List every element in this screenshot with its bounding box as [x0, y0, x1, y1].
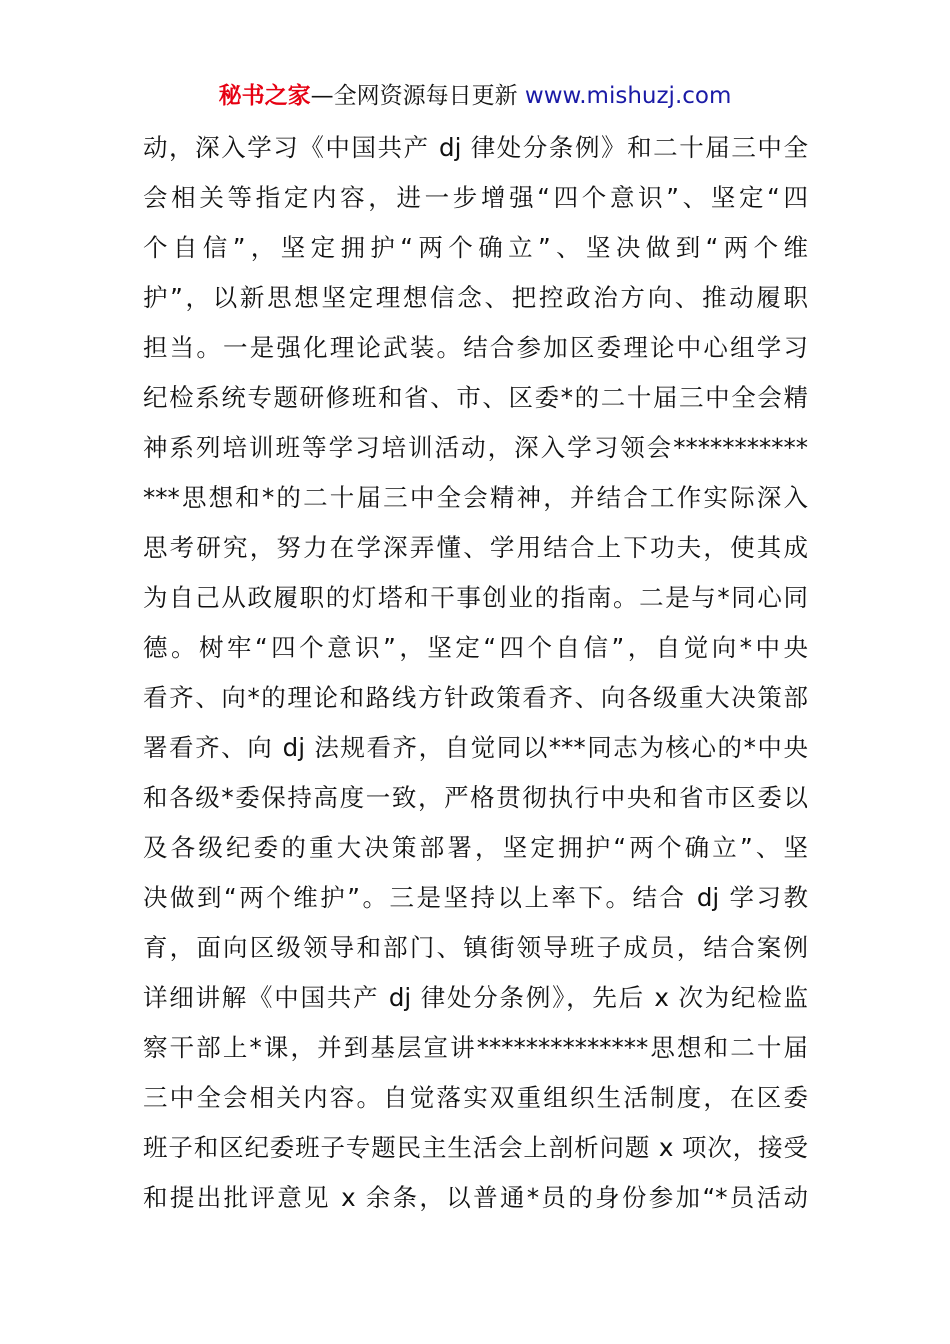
text-line: 和各级*委保持高度一致，严格贯彻执行中央和省市区委以: [143, 783, 808, 812]
text-line: 德。树牢“四个意识”，坚定“四个自信”，自觉向*中央: [143, 633, 808, 662]
text-line: 察干部上*课，并到基层宣讲**************思想和二十届: [143, 1033, 808, 1062]
text-line: 和提出批评意见 x 余条，以普通*员的身份参加“*员活动: [143, 1183, 808, 1212]
text-line: 看齐、向*的理论和路线方针政策看齐、向各级重大决策部: [143, 683, 808, 712]
text-line: 班子和区纪委班子专题民主生活会上剖析问题 x 项次，接受: [143, 1133, 808, 1162]
text-line: 神系列培训班等学习培训活动，深入学习领会***********: [143, 433, 808, 462]
site-brand: 秘书之家: [218, 83, 311, 109]
site-url-link[interactable]: www.mishuzj.com: [524, 83, 732, 109]
text-line: 决做到“两个维护”。三是坚持以上率下。结合 dj 学习教: [143, 883, 808, 912]
site-tagline: —全网资源每日更新: [310, 83, 525, 109]
text-line: 思考研究，努力在学深弄懂、学用结合上下功夫，使其成: [143, 533, 808, 562]
text-line: 详细讲解《中国共产 dj 律处分条例》，先后 x 次为纪检监: [143, 983, 808, 1012]
text-line: 及各级纪委的重大决策部署，坚定拥护“两个确立”、坚: [143, 833, 808, 862]
text-line: 三中全会相关内容。自觉落实双重组织生活制度，在区委: [143, 1083, 808, 1112]
text-line: 动，深入学习《中国共产 dj 律处分条例》和二十届三中全: [143, 133, 808, 162]
text-line: 护”，以新思想坚定理想信念、把控政治方向、推动履职: [143, 283, 808, 312]
text-line: ***思想和*的二十届三中全会精神，并结合工作实际深入: [143, 483, 808, 512]
text-line: 为自己从政履职的灯塔和干事创业的指南。二是与*同心同: [143, 583, 808, 612]
text-line: 署看齐、向 dj 法规看齐，自觉同以***同志为核心的*中央: [143, 733, 808, 762]
site-header: [0, 80, 950, 112]
text-line: 会相关等指定内容，进一步增强“四个意识”、坚定“四: [143, 183, 808, 212]
document-body: [143, 123, 808, 1223]
text-line: 个自信”，坚定拥护“两个确立”、坚决做到“两个维: [143, 233, 808, 262]
text-line: 育，面向区级领导和部门、镇街领导班子成员，结合案例: [143, 933, 808, 962]
text-line: 担当。一是强化理论武装。结合参加区委理论中心组学习: [143, 333, 808, 362]
text-line: 纪检系统专题研修班和省、市、区委*的二十届三中全会精: [143, 383, 808, 412]
